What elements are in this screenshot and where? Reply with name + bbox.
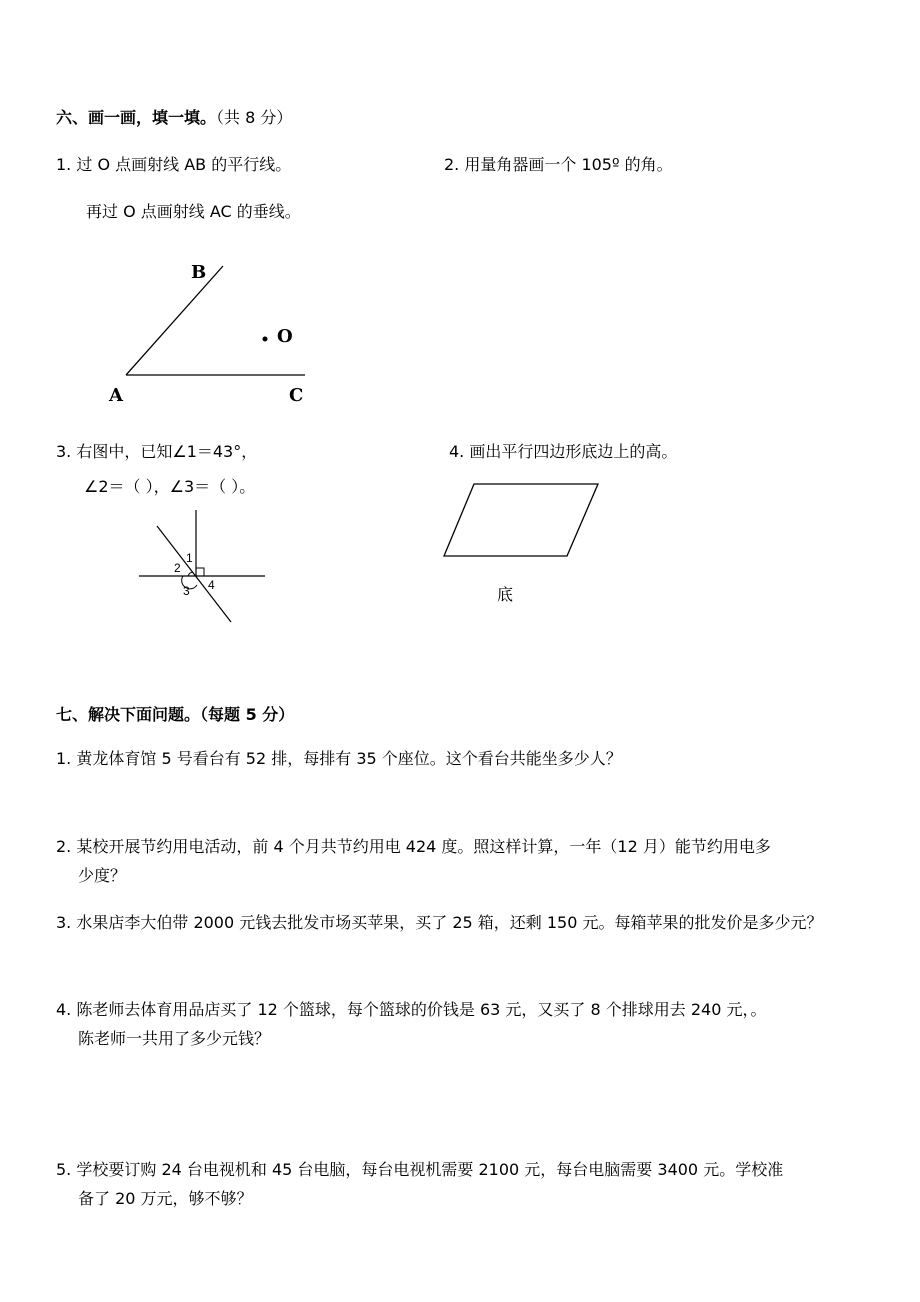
section7-title (56, 704, 294, 726)
slanted-line (157, 526, 231, 622)
section7-title-text: 七、解决下面问题。 (56, 705, 201, 724)
problem-2-line1: 2. 某校开展节约用电活动，前 4 个月共节约用电 424 度。照这样计算，一年（12 月）能节约用电多 (56, 837, 771, 856)
angle-label-4: 4 (208, 578, 215, 592)
problem-5-line2: 备了 20 万元，够不够？ (78, 1189, 253, 1208)
label-o: O (277, 326, 293, 347)
q1-line1: 1. 过 O 点画射线 AB 的平行线。 (56, 155, 292, 174)
section7-score: （每题 5 分） (200, 705, 295, 724)
q2: 2. 用量角器画一个 105º 的角。 (444, 155, 673, 174)
ray-ab (126, 266, 223, 375)
q4: 4. 画出平行四边形底边上的高。 (449, 442, 678, 461)
figure-parallelogram (444, 484, 598, 556)
q3-line1: 3. 右图中，已知∠1＝43°， (56, 442, 258, 461)
section6-title-text: 六、画一画，填一填。 (56, 108, 217, 127)
angle-label-1: 1 (186, 551, 193, 565)
problem-4-line1: 4. 陈老师去体育用品店买了 12 个篮球，每个篮球的价钱是 63 元，又买了 8 个排球用去 240 元，。 (56, 1000, 767, 1019)
q1-line2: 再过 O 点画射线 AC 的垂线。 (86, 202, 301, 221)
label-c: C (289, 385, 304, 406)
angle-label-3: 3 (183, 584, 190, 598)
problem-1: 1. 黄龙体育馆 5 号看台有 52 排，每排有 35 个座位。这个看台共能坐多少人？ (56, 749, 622, 768)
parallelogram (444, 484, 598, 556)
angle-label-2: 2 (174, 561, 181, 575)
figure-angle-bac (126, 266, 305, 375)
section6-score: （共 8 分） (216, 108, 293, 127)
right-angle-mark (196, 568, 204, 576)
problem-2-line2: 少度？ (78, 866, 127, 885)
problem-4-line2: 陈老师一共用了多少元钱？ (78, 1029, 271, 1048)
problem-3: 3. 水果店李大伯带 2000 元钱去批发市场买苹果，买了 25 箱，还剩 150 元。每箱苹果的批发价是多少元？ (56, 913, 823, 932)
label-b: B (191, 262, 207, 283)
label-a: A (109, 385, 123, 406)
problem-5-line1: 5. 学校要订购 24 台电视机和 45 台电脑，每台电视机需要 2100 元，每台电脑需要 3400 元。学校准 (56, 1160, 784, 1179)
point-o-dot (263, 337, 268, 342)
base-label: 底 (497, 585, 514, 604)
q3-line2: ∠2＝（ ），∠3＝（ ）。 (84, 477, 256, 496)
figure-intersecting-lines (139, 510, 265, 622)
